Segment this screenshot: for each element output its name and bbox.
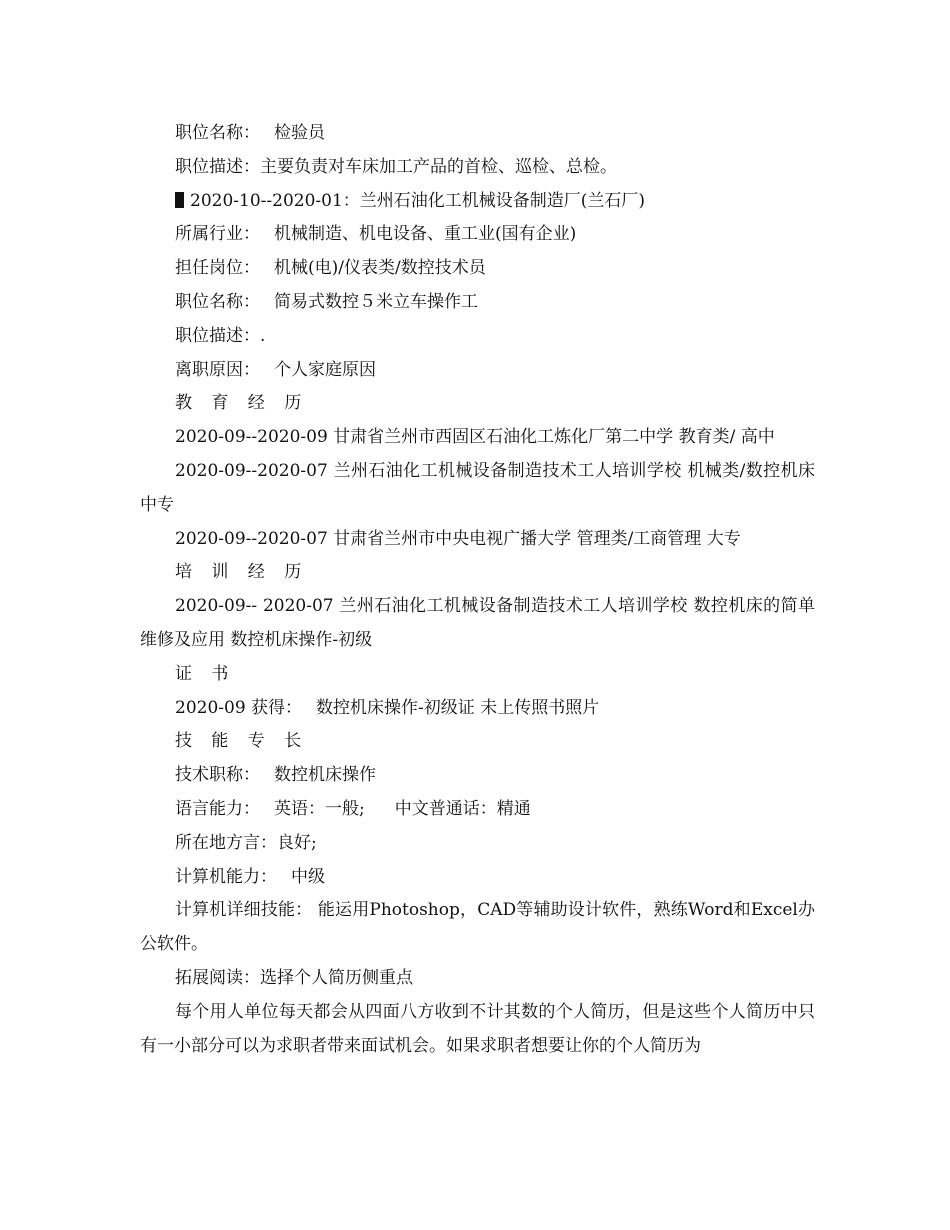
tech-title-line — [140, 759, 815, 793]
certificate-date-label: 2020-09 获得： — [175, 697, 303, 718]
job-title-line-2 — [140, 286, 815, 320]
job-title-value: 检验员 — [274, 123, 325, 143]
tech-title-value: 数控机床操作 — [274, 765, 376, 786]
position-value: 机械(电)/仪表类/数控技术员 — [274, 258, 486, 279]
bullet-marker-icon — [175, 192, 184, 208]
extended-reading-paragraph: 每个用人单位每天都会从四面八方收到不计其数的个人简历，但是这些个人简历中只有一小部分可以为求职者带来面试机会。如果求职者想要让你的个人简历为 — [140, 1001, 815, 1056]
education-entry-2: 2020-09--2020-07 兰州石油化工机械设备制造技术工人培训学校 机械类/数控机床 中专 — [140, 460, 815, 515]
computer-level-value: 中级 — [291, 866, 325, 887]
position-line — [140, 252, 815, 286]
industry-label: 所属行业： — [175, 224, 260, 245]
certificate-value: 数控机床操作-初级证 未上传照书照片 — [316, 697, 600, 718]
computer-skills-detail: 计算机详细技能： 能运用Photoshop，CAD等辅助设计软件，熟练Word和Excel办公软件。 — [140, 900, 815, 955]
job-title-label-2: 职位名称： — [175, 291, 260, 312]
job-title-value-2: 简易式数控５米立车操作工 — [274, 291, 478, 312]
language-label: 语言能力： — [175, 798, 260, 819]
computer-level-label: 计算机能力： — [175, 866, 277, 887]
position-label: 担任岗位： — [175, 258, 260, 279]
extended-reading-title: 拓展阅读：选择个人简历侧重点 — [175, 967, 413, 988]
job-title-label: 职位名称： — [175, 123, 260, 143]
tech-title-label: 技术职称： — [175, 765, 260, 786]
education-heading: 教 育 经 历 — [175, 393, 309, 414]
employment-period-line — [140, 185, 815, 219]
job-description-line-2: 职位描述：. — [175, 325, 266, 346]
education-entry-3: 2020-09--2020-07 甘肃省兰州市中央电视广播大学 管理类/工商管理 大专 — [175, 528, 741, 549]
education-entry-1: 2020-09--2020-09 甘肃省兰州市西固区石油化工炼化厂第二中学 教育类/ 高中 — [175, 427, 775, 448]
certificate-heading: 证 书 — [175, 663, 236, 684]
skills-heading: 技 能 专 长 — [175, 731, 309, 752]
leave-reason-line — [140, 354, 815, 388]
job-title-line — [140, 117, 815, 151]
dialect-line: 所在地方言：良好; — [175, 832, 317, 853]
language-line — [140, 793, 815, 827]
language-mandarin: 中文普通话：精通 — [394, 798, 531, 819]
leave-reason-value: 个人家庭原因 — [274, 359, 376, 380]
training-entry-1: 2020-09-- 2020-07 兰州石油化工机械设备制造技术工人培训学校 数控机床的简单维修及应用 数控机床操作-初级 — [140, 596, 815, 650]
industry-value: 机械制造、机电设备、重工业(国有企业) — [274, 224, 577, 245]
industry-line — [140, 218, 815, 252]
leave-reason-label: 离职原因： — [175, 359, 260, 380]
computer-level-line — [140, 861, 815, 895]
job-description-line: 职位描述：主要负责对车床加工产品的首检、巡检、总检。 — [175, 156, 617, 177]
employment-period-text: 2020-10--2020-01：兰州石油化工机械设备制造厂(兰石厂) — [190, 190, 646, 211]
training-heading: 培 训 经 历 — [175, 562, 309, 583]
resume-content — [140, 117, 815, 1063]
certificate-entry-1 — [140, 692, 815, 726]
language-english: 英语：一般; — [274, 798, 365, 819]
